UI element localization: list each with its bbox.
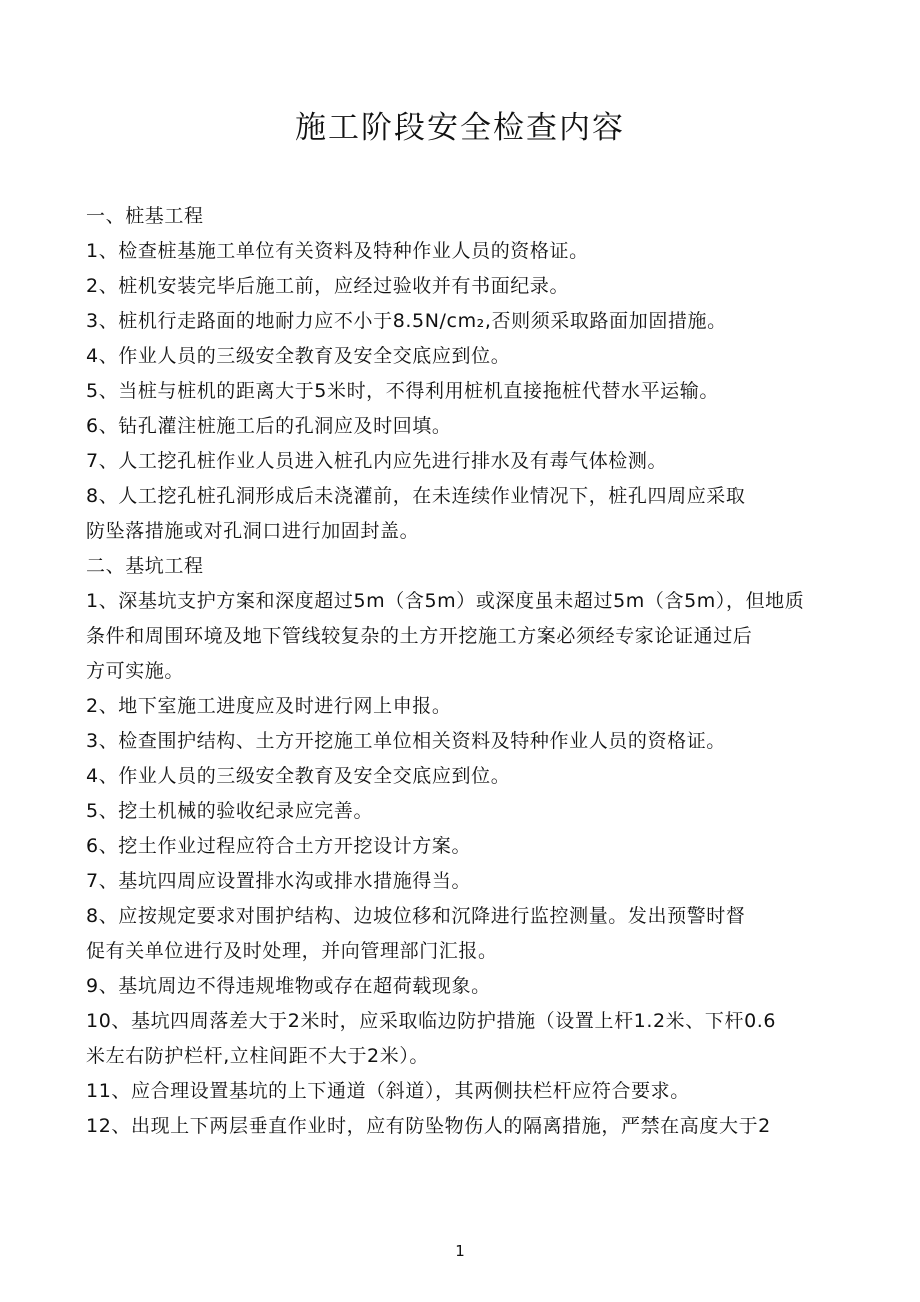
paragraph-line: 米左右防护栏杆,立柱间距不大于2米）。 [86,1045,430,1067]
document-body [86,199,838,1144]
paragraph-line: 9、基坑周边不得违规堆物或存在超荷载现象。 [86,975,491,997]
paragraph-line: 1、深基坑支护方案和深度超过5m（含5m）或深度虽未超过5m（含5m），但地质 [86,590,805,612]
paragraph-line: 6、挖土作业过程应符合土方开挖设计方案。 [86,835,472,857]
page-title: 施工阶段安全检查内容 [295,110,625,146]
paragraph-line: 5、当桩与桩机的距离大于5米时，不得利用桩机直接拖桩代替水平运输。 [86,380,719,402]
paragraph-line: 促有关单位进行及时处理，并向管理部门汇报。 [86,940,498,962]
paragraph-line: 7、基坑四周应设置排水沟或排水措施得当。 [86,870,472,892]
paragraph-line: 4、作业人员的三级安全教育及安全交底应到位。 [86,345,511,367]
paragraph-line: 1、检查桩基施工单位有关资料及特种作业人员的资格证。 [86,240,589,262]
paragraph-line: 11、应合理设置基坑的上下通道（斜道），其两侧扶栏杆应符合要求。 [86,1080,690,1102]
paragraph-line: 7、人工挖孔桩作业人员进入桩孔内应先进行排水及有毒气体检测。 [86,450,668,472]
paragraph-line: 防坠落措施或对孔洞口进行加固封盖。 [86,520,420,542]
section-heading-pile-foundation: 一、桩基工程 [86,205,204,227]
paragraph-line: 5、挖土机械的验收纪录应完善。 [86,800,374,822]
paragraph-line: 2、桩机安装完毕后施工前，应经过验收并有书面纪录。 [86,275,570,297]
paragraph-line: 3、桩机行走路面的地耐力应不小于8.5N/cm₂,否则须采取路面加固措施。 [86,310,727,332]
paragraph-line: 10、基坑四周落差大于2米时，应采取临边防护措施（设置上杆1.2米、下杆0.6 [86,1010,777,1032]
paragraph-line: 4、作业人员的三级安全教育及安全交底应到位。 [86,765,511,787]
paragraph-line: 8、人工挖孔桩孔洞形成后未浇灌前，在未连续作业情况下，桩孔四周应采取 [86,485,746,507]
paragraph-line: 条件和周围环境及地下管线较复杂的土方开挖施工方案必须经专家论证通过后 [86,625,753,647]
paragraph-line: 12、出现上下两层垂直作业时，应有防坠物伤人的隔离措施，严禁在高度大于2 [86,1115,771,1137]
page-number: 1 [455,1242,465,1260]
paragraph-line: 2、地下室施工进度应及时进行网上申报。 [86,695,452,717]
paragraph-line: 6、钻孔灌注桩施工后的孔洞应及时回填。 [86,415,452,437]
paragraph-line: 方可实施。 [86,660,185,682]
paragraph-line: 8、应按规定要求对围护结构、边坡位移和沉降进行监控测量。发出预警时督 [86,905,746,927]
paragraph-line: 3、检查围护结构、土方开挖施工单位相关资料及特种作业人员的资格证。 [86,730,726,752]
section-heading-foundation-pit: 二、基坑工程 [86,555,204,577]
